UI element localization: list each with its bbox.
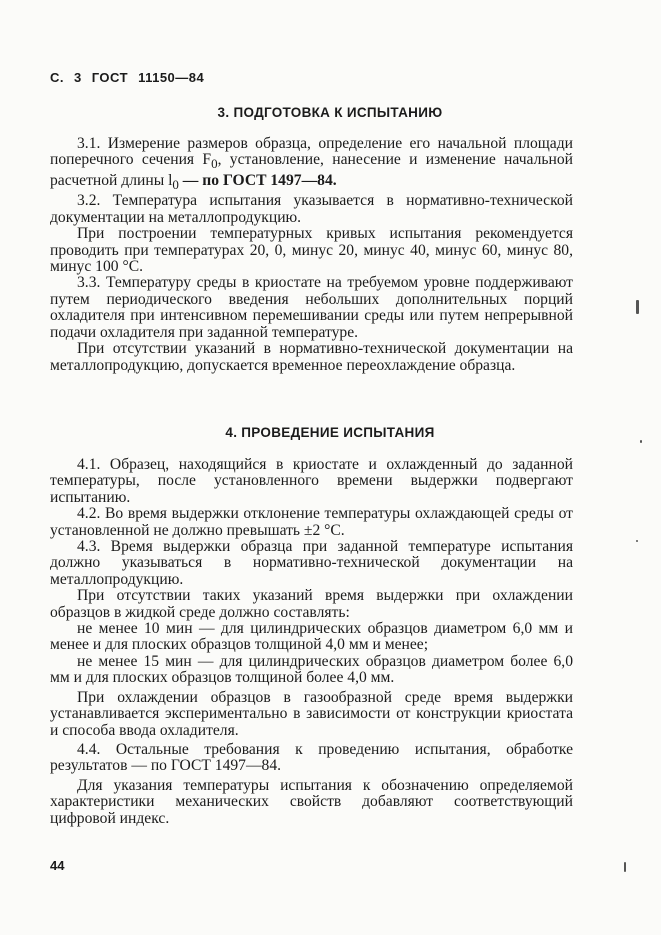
section-3-body xyxy=(50,136,573,374)
running-header xyxy=(50,70,214,85)
scan-speck xyxy=(640,440,642,443)
paragraph-4-3b: При отсутствии таких указаний время выдержки при охлаждении образцов в жидкой среде должно составлять: xyxy=(50,587,573,621)
paragraph-3-2b: При построении температурных кривых испытания рекомендуется проводить при температурах 20, 0, минус 20, минус 40, минус 60, минус 80, минус 100 °С. xyxy=(50,225,573,276)
paragraph-4-4b: Для указания температуры испытания к обозначению определяемой характеристики механических свойств добавляют соответствующий цифровой индекс. xyxy=(50,776,573,827)
page-prefix: С. xyxy=(50,70,64,85)
standard-number: 11150—84 xyxy=(138,70,205,85)
p31-subscript-2: 0 xyxy=(172,177,179,193)
header-page-no: 3 xyxy=(74,70,82,85)
section-3-title: 3. ПОДГОТОВКА К ИСПЫТАНИЮ xyxy=(217,105,443,120)
paragraph-4-1: 4.1. Образец, находящийся в криостате и охлажденный до заданной температуры, после установленного времени выдержки подвергают испытанию. xyxy=(50,456,573,506)
standard-label: ГОСТ xyxy=(91,70,129,85)
section-4-title: 4. ПРОВЕДЕНИЕ ИСПЫТАНИЯ xyxy=(225,425,435,440)
scan-speck xyxy=(624,862,626,872)
paragraph-4-4: 4.4. Остальные требования к проведению испытания, обработке результатов — по ГОСТ 1497—84. xyxy=(50,740,573,775)
scan-speck xyxy=(636,540,638,542)
paragraph-3-3b: При отсутствии указаний в нормативно-технической документации на металлопродукцию, допускается временное переохлаждение образца. xyxy=(50,340,573,374)
paragraph-4-3e: При охлаждении образцов в газообразной среде время выдержки устанавливается экспериментально в зависимости от конструкции криостата и способа ввода охладителя. xyxy=(50,688,573,739)
paragraph-4-2: 4.2. Во время выдержки отклонение температуры охлаждающей среды от установленной не должно превышать ±2 °С. xyxy=(50,505,573,539)
paragraph-3-2: 3.2. Температура испытания указывается в нормативно-технической документации на металлопродукцию. xyxy=(50,192,573,226)
p31-text-b: , установление, нанесение и изменение начальной расчетной длины l xyxy=(50,151,573,189)
paragraph-3-3: 3.3. Температуру среды в криостате на требуемом уровне поддерживают путем периодического введения небольших дополнительных порций охладителя при интенсивном перемешивании среды или путем непрерывной подачи охладителя при заданной температуре. xyxy=(50,274,573,341)
scan-mark xyxy=(636,300,639,314)
paragraph-3-1 xyxy=(50,136,573,193)
section-4-body xyxy=(50,457,573,827)
paragraph-4-3c: не менее 10 мин — для цилиндрических образцов диаметром 6,0 мм и менее и для плоских образцов толщиной 4,0 мм и менее; xyxy=(50,620,573,654)
paragraph-4-3: 4.3. Время выдержки образца при заданной температуре испытания должно указываться в нормативно-технической документации на металлопродукцию. xyxy=(50,538,573,588)
p31-text-c: — по ГОСТ 1497—84. xyxy=(178,171,337,189)
p31-text-a: 3.1. Измерение размеров образца, определение его начальной площади поперечного сечения F xyxy=(50,135,573,169)
paragraph-4-3d: не менее 15 мин — для цилиндрических образцов диаметром более 6,0 мм и для плоских образцов толщиной более 4,0 мм. xyxy=(50,652,573,687)
p31-subscript: 0 xyxy=(211,156,218,172)
page-number: 44 xyxy=(50,858,65,873)
